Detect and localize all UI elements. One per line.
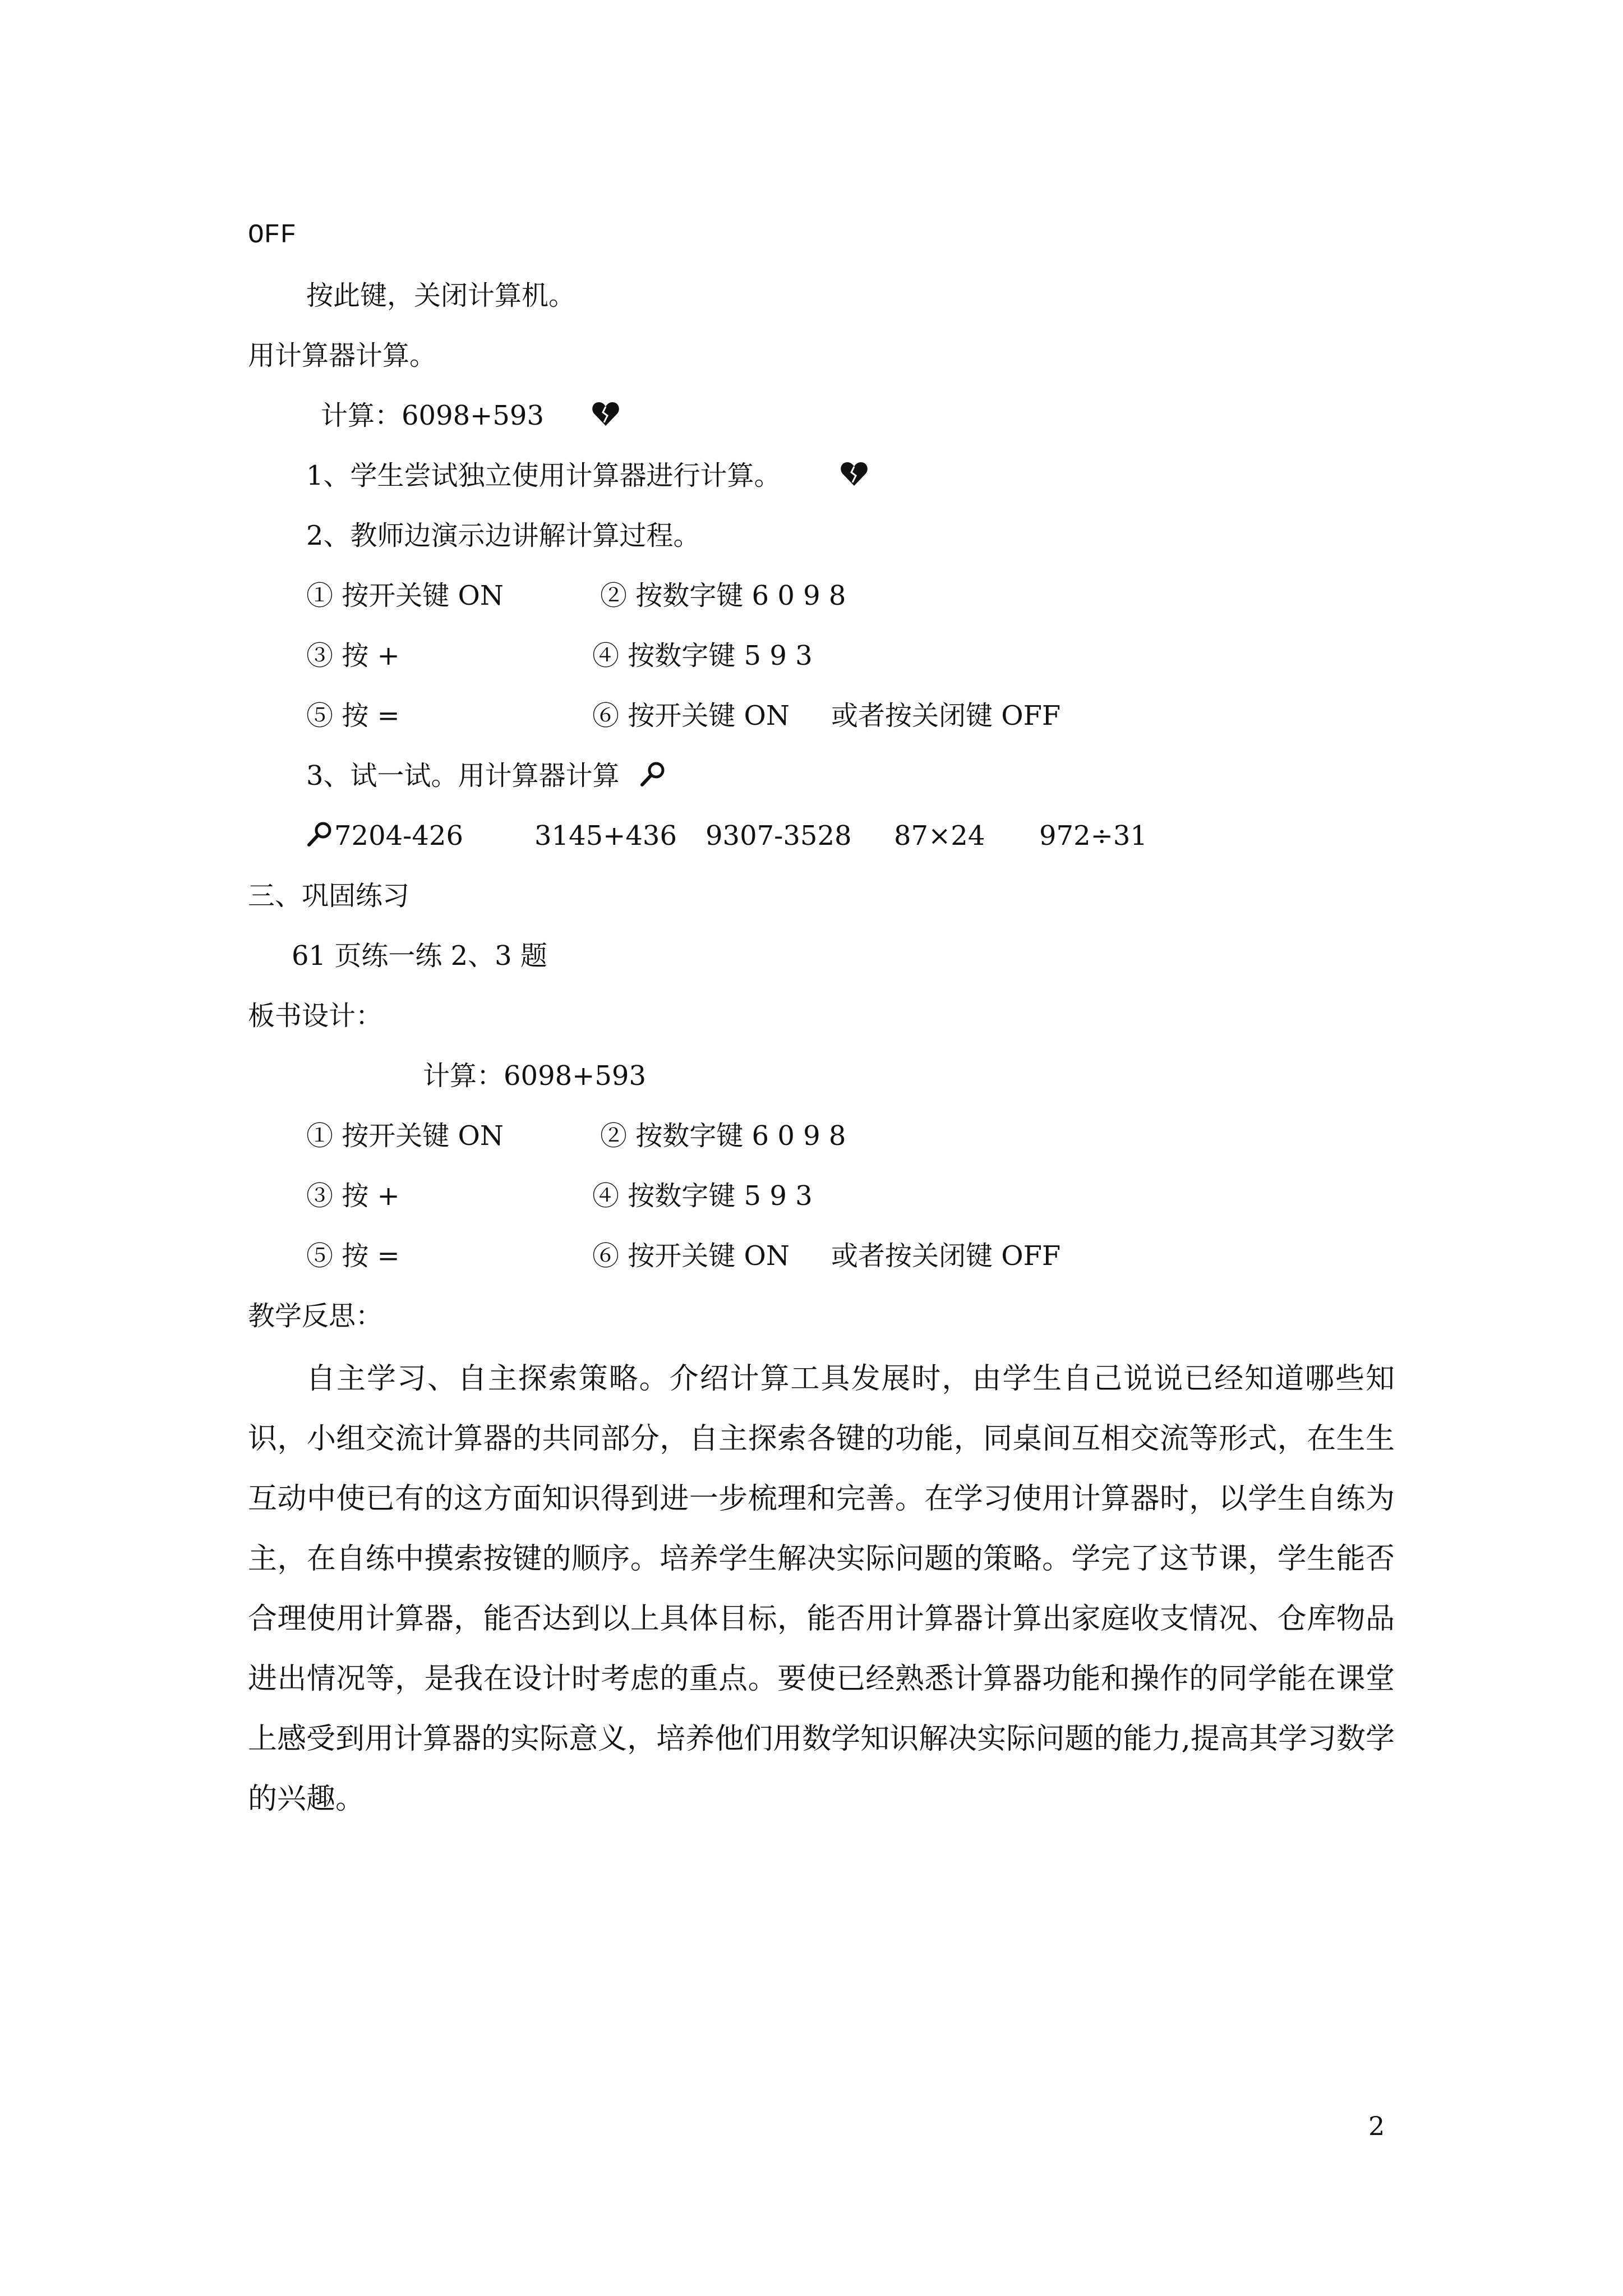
problem-4: 87×24 xyxy=(894,820,985,852)
step-2: 2、教师边演示边讲解计算过程。 xyxy=(306,520,700,551)
board-procedure-step-1: ① 按开关键 ON xyxy=(306,1120,504,1152)
problem-2: 3145+436 xyxy=(534,820,677,852)
problem-3: 9307-3528 xyxy=(706,820,852,852)
reflection-heading: 教学反思： xyxy=(248,1300,383,1332)
calc-example-text: 计算：6098+593 xyxy=(321,400,544,431)
board-procedure-step-6-alt: 或者按关闭键 OFF xyxy=(831,1240,1061,1272)
board-procedure-step-4: ④ 按数字键 5 9 3 xyxy=(592,1180,813,1212)
step-1 xyxy=(306,459,868,495)
magnifier-icon xyxy=(639,761,666,795)
use-calculator-heading: 用计算器计算。 xyxy=(248,340,437,371)
board-procedure-step-2: ② 按数字键 6 0 9 8 xyxy=(600,1120,846,1152)
problem-1: 7204-426 xyxy=(334,820,463,852)
magnifier-icon xyxy=(306,821,333,855)
board-calc-example: 计算：6098+593 xyxy=(423,1060,646,1092)
board-procedure-step-3: ③ 按 + xyxy=(306,1180,400,1212)
off-key-description: 按此键，关闭计算机。 xyxy=(306,280,576,311)
procedure-step-2: ② 按数字键 6 0 9 8 xyxy=(600,580,846,611)
procedure-step-3: ③ 按 + xyxy=(306,640,400,671)
problem-5: 972÷31 xyxy=(1039,820,1147,852)
board-procedure-step-5: ⑤ 按 = xyxy=(306,1240,400,1272)
procedure-step-4: ④ 按数字键 5 9 3 xyxy=(592,640,813,671)
board-design-heading: 板书设计： xyxy=(248,1000,383,1032)
procedure-step-6: ⑥ 按开关键 ON xyxy=(592,700,790,731)
procedure-step-1: ① 按开关键 ON xyxy=(306,580,504,611)
exercise-reference: 61 页练一练 2、3 题 xyxy=(292,940,547,972)
broken-heart-icon xyxy=(592,401,620,435)
section-3-heading: 三、巩固练习 xyxy=(248,880,410,912)
procedure-step-5: ⑤ 按 = xyxy=(306,700,400,731)
page-number: 2 xyxy=(1368,2111,1385,2141)
board-procedure-step-6: ⑥ 按开关键 ON xyxy=(592,1240,790,1272)
off-key-label: OFF xyxy=(248,220,297,251)
calc-example xyxy=(321,399,620,435)
try-it xyxy=(306,759,666,795)
reflection-paragraph: 自主学习、自主探索策略。介绍计算工具发展时，由学生自己说说已经知道哪些知识，小组交流计算器的共同部分，自主探索各键的功能，同桌间互相交流等形式，在生生互动中使已有的这方面知识得到进一步梳理和完善。在学习使用计算器时，以学生自练为主，在自练中摸索按键的顺序。培养学生解决实际问题的策略。学完了这节课，学生能否合理使用计算器，能否达到以上具体目标，能否用计算器计算出家庭收支情况、仓库物品进出情况等，是我在设计时考虑的重点。要使已经熟悉计算器功能和操作的同学能在课堂 上感受到用计算器的实际意义，培养他们用数学知识解决实际问题的能力,提高其学习数学的兴趣。 xyxy=(248,1362,1424,1816)
practice-problems xyxy=(306,819,333,855)
procedure-step-6-alt: 或者按关闭键 OFF xyxy=(831,700,1061,731)
try-it-text: 3、试一试。用计算器计算 xyxy=(306,760,620,792)
step-1-text: 1、学生尝试独立使用计算器进行计算。 xyxy=(306,460,781,491)
broken-heart-icon xyxy=(840,461,868,495)
